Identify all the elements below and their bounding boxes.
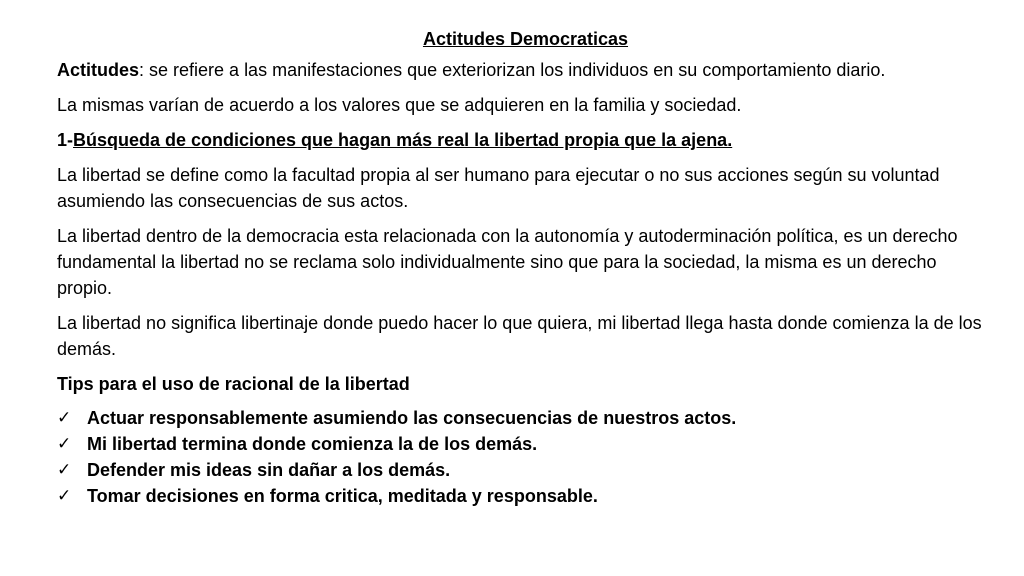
limits-paragraph: La libertad no significa libertinaje donde puedo hacer lo que quiera, mi libertad llega hasta donde comienza la de los demás. bbox=[57, 313, 982, 359]
intro-term: Actitudes bbox=[57, 60, 140, 80]
page-title: Actitudes Democraticas bbox=[422, 29, 629, 49]
definition-paragraph: La libertad se define como la facultad propia al ser humano para ejecutar o no sus acciones según su voluntad asumiendo las consecuencias de sus actos. bbox=[57, 165, 940, 211]
values-paragraph: La mismas varían de acuerdo a los valores que se adquieren en la familia y sociedad. bbox=[57, 95, 742, 115]
tip-text: Actuar responsablemente asumiendo las consecuencias de nuestros actos. bbox=[87, 408, 737, 428]
tips-list bbox=[57, 405, 994, 509]
intro-paragraph bbox=[57, 57, 994, 83]
checkmark-icon: ✓ bbox=[57, 434, 72, 454]
tip-text: Mi libertad termina donde comienza la de los demás. bbox=[87, 434, 538, 454]
list-item bbox=[57, 405, 994, 431]
list-item bbox=[57, 457, 994, 483]
list-item bbox=[57, 431, 994, 457]
tip-text: Defender mis ideas sin dañar a los demás. bbox=[87, 460, 451, 480]
section-heading-text: Búsqueda de condiciones que hagan más real la libertad propia que la ajena. bbox=[73, 130, 733, 150]
checkmark-icon: ✓ bbox=[57, 408, 72, 428]
democracy-paragraph: La libertad dentro de la democracia esta relacionada con la autonomía y autoderminación política, es un derecho fundamental la libertad no se reclama solo individualmente sino que para la sociedad, la misma es un derecho propio. bbox=[57, 226, 958, 298]
checkmark-icon: ✓ bbox=[57, 460, 72, 480]
checkmark-icon: ✓ bbox=[57, 486, 72, 506]
section-heading bbox=[57, 127, 994, 153]
tip-text: Tomar decisiones en forma critica, meditada y responsable. bbox=[87, 486, 598, 506]
list-item bbox=[57, 483, 994, 509]
section-number: 1- bbox=[57, 130, 74, 150]
tips-heading: Tips para el uso de racional de la libertad bbox=[57, 374, 410, 394]
intro-definition: : se refiere a las manifestaciones que exteriorizan los individuos en su comportamiento diario. bbox=[139, 60, 886, 80]
